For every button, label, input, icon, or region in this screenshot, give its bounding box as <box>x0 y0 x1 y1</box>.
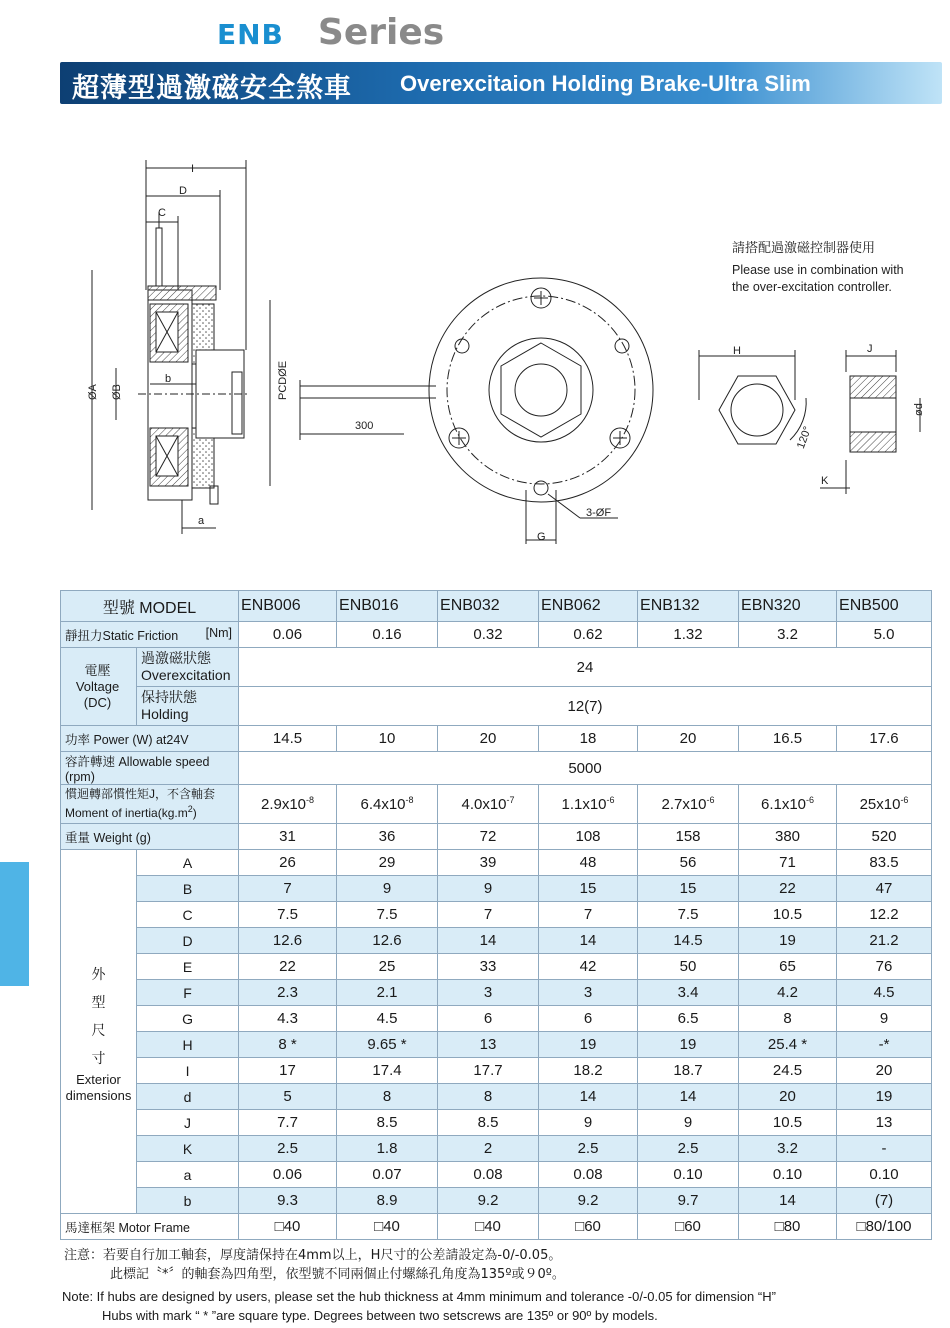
value-cell: 1.32 <box>638 622 739 648</box>
value-cell: 0.32 <box>438 622 539 648</box>
value-cell: 31 <box>239 824 337 850</box>
inertia-cell <box>438 785 539 824</box>
overexcitation-zh: 過激磁狀態 <box>141 650 211 666</box>
inertia-base: 2.9x10 <box>260 796 307 813</box>
dimension-value: 2.5 <box>638 1136 739 1162</box>
value-cell: 72 <box>438 824 539 850</box>
dimension-value: 7 <box>239 876 337 902</box>
dim-label-D: D <box>179 185 187 197</box>
dim-label-F: 3-ØF <box>586 507 612 519</box>
speed-label: 容許轉速 Allowable speed (rpm) <box>61 752 239 785</box>
dimension-value: 6.5 <box>638 1006 739 1032</box>
value-cell: 3.2 <box>739 622 837 648</box>
dimension-name: D <box>137 928 239 954</box>
inertia-cell <box>638 785 739 824</box>
power-row <box>61 726 932 752</box>
inertia-base: 6.4x10 <box>360 796 406 813</box>
dimension-value: 0.10 <box>638 1162 739 1188</box>
dimension-value: 47 <box>837 876 932 902</box>
dim-label-I: I <box>191 163 195 175</box>
dimension-value: 6 <box>438 1006 539 1032</box>
dimension-value: 3.2 <box>739 1136 837 1162</box>
inertia-label-en: Moment of inertia(kg.m <box>65 806 188 820</box>
dimension-value: 76 <box>837 954 932 980</box>
dimension-value: 0.08 <box>438 1162 539 1188</box>
inertia-exp: -7 <box>506 795 515 805</box>
spec-table <box>60 590 932 1240</box>
hub-views <box>699 350 920 494</box>
static-friction-label <box>61 622 239 648</box>
static-friction-unit: [Nm] <box>205 625 233 640</box>
dimension-value: 2.3 <box>239 980 337 1006</box>
dimension-value: 9.2 <box>539 1188 638 1214</box>
dimension-value: 56 <box>638 850 739 876</box>
dim-label-PCD: PCDØE <box>277 360 289 400</box>
dimension-value: 33 <box>438 954 539 980</box>
value-cell: □80/100 <box>837 1214 932 1240</box>
dimension-value: 13 <box>438 1032 539 1058</box>
dim-label-J: J <box>867 343 873 355</box>
dim-label-angle: 120° <box>794 424 815 451</box>
dimension-value: 2 <box>438 1136 539 1162</box>
dimension-row <box>61 1006 932 1032</box>
dimension-row <box>61 1162 932 1188</box>
inertia-exp: -8 <box>405 795 414 805</box>
front-view <box>300 278 653 544</box>
dimension-value: 8 <box>438 1084 539 1110</box>
exterior-label-char: 型 <box>91 993 106 1010</box>
dimension-row <box>61 902 932 928</box>
dim-label-d: ød <box>913 403 925 416</box>
value-cell: □40 <box>337 1214 438 1240</box>
dimension-value: 19 <box>837 1084 932 1110</box>
inertia-label-close: ) <box>192 806 197 820</box>
dimension-value: 10.5 <box>739 902 837 928</box>
inertia-base: 1.1x10 <box>561 796 607 813</box>
dimension-row <box>61 1032 932 1058</box>
controller-note-en <box>732 262 904 296</box>
technical-drawing <box>0 120 950 560</box>
inertia-base: 6.1x10 <box>760 796 807 813</box>
weight-row <box>61 824 932 850</box>
dimension-row <box>61 1084 932 1110</box>
static-friction-text: 靜扭力Static Friction <box>65 628 179 643</box>
exterior-dimensions-body <box>61 850 932 1214</box>
exterior-label-en: dimensions <box>65 1087 132 1103</box>
dimension-value: 12.2 <box>837 902 932 928</box>
value-cell: 0.62 <box>539 622 638 648</box>
dimension-value: 42 <box>539 954 638 980</box>
inertia-cell <box>739 785 837 824</box>
dimension-name: d <box>137 1084 239 1110</box>
controller-note-en-line1: Please use in combination with <box>732 263 904 277</box>
inertia-exp: -6 <box>900 795 909 805</box>
dimension-value: 29 <box>337 850 438 876</box>
dimension-value: 7.5 <box>239 902 337 928</box>
exterior-label-char: 外 <box>91 965 106 982</box>
dimension-value: 8 <box>337 1084 438 1110</box>
inertia-base: 25x10 <box>859 796 901 813</box>
dimension-value: 14 <box>539 928 638 954</box>
dimension-value: 3.4 <box>638 980 739 1006</box>
dimension-value: 2.5 <box>239 1136 337 1162</box>
inertia-cell <box>337 785 438 824</box>
dimension-value: 14 <box>438 928 539 954</box>
value-cell: 380 <box>739 824 837 850</box>
dimension-value: 7.7 <box>239 1110 337 1136</box>
value-cell: □40 <box>239 1214 337 1240</box>
dimension-value: 50 <box>638 954 739 980</box>
controller-note-zh: 請搭配過激磁控制器使用 <box>732 241 876 256</box>
value-cell: 520 <box>837 824 932 850</box>
exterior-label-en: Exterior <box>76 1071 121 1087</box>
dim-label-C: C <box>158 207 166 219</box>
model-cell: ENB062 <box>539 591 638 622</box>
overexcitation-en: Overexcitation <box>141 667 231 683</box>
motor-frame-label: 馬達框架 Motor Frame <box>61 1214 239 1240</box>
model-cell: ENB016 <box>337 591 438 622</box>
dimension-value: -* <box>837 1032 932 1058</box>
dimension-value: 9.65 * <box>337 1032 438 1058</box>
value-cell: 36 <box>337 824 438 850</box>
dimension-value: 13 <box>837 1110 932 1136</box>
dimension-row <box>61 928 932 954</box>
note-en-line2: Hubs with mark “ * ”are square type. Degrees between two setscrews are 135º or 90º by models. <box>102 1308 658 1323</box>
static-friction-row <box>61 622 932 648</box>
dimension-value: 21.2 <box>837 928 932 954</box>
value-cell: 20 <box>438 726 539 752</box>
dimension-value: 4.3 <box>239 1006 337 1032</box>
dimension-name: F <box>137 980 239 1006</box>
dimension-value: 14 <box>638 1084 739 1110</box>
dimension-value: 7 <box>539 902 638 928</box>
dimension-value: 8.5 <box>337 1110 438 1136</box>
dim-label-A: ØA <box>87 384 99 400</box>
dim-label-G: G <box>537 531 546 543</box>
dimension-value: 22 <box>739 876 837 902</box>
dimension-row <box>61 1188 932 1214</box>
title-banner <box>60 62 942 104</box>
holding-label <box>137 687 239 726</box>
dimension-value: 19 <box>638 1032 739 1058</box>
dimension-row <box>61 1136 932 1162</box>
value-cell: 0.16 <box>337 622 438 648</box>
value-cell: 20 <box>638 726 739 752</box>
dimension-value: 20 <box>739 1084 837 1110</box>
notes-zh <box>64 1246 565 1284</box>
dimension-value: 20 <box>837 1058 932 1084</box>
dimension-value: 7.5 <box>638 902 739 928</box>
model-cell: EBN320 <box>739 591 837 622</box>
value-cell: □60 <box>539 1214 638 1240</box>
value-cell: 10 <box>337 726 438 752</box>
overexcitation-value: 24 <box>239 648 932 687</box>
voltage-label-zh: 電壓 <box>84 662 111 678</box>
inertia-exp: -6 <box>806 795 815 805</box>
value-cell: 158 <box>638 824 739 850</box>
dim-label-b: b <box>165 373 172 385</box>
dimension-value: 3 <box>438 980 539 1006</box>
dimension-value: 48 <box>539 850 638 876</box>
dimension-value: 7 <box>438 902 539 928</box>
series-code: ENB <box>217 18 284 51</box>
value-cell: 0.06 <box>239 622 337 648</box>
dimension-value: 2.5 <box>539 1136 638 1162</box>
model-label: 型號 MODEL <box>61 591 239 622</box>
inertia-label-zh: 慣迴轉部慣性矩J，不含軸套 <box>65 787 216 801</box>
dimension-name: B <box>137 876 239 902</box>
dimension-row <box>61 1110 932 1136</box>
dimension-value: 9 <box>337 876 438 902</box>
dimension-name: C <box>137 902 239 928</box>
dim-label-a: a <box>198 515 205 527</box>
dim-label-H: H <box>733 345 741 357</box>
dimension-value: 39 <box>438 850 539 876</box>
dimension-value: 24.5 <box>739 1058 837 1084</box>
dim-label-lead: 300 <box>355 420 374 432</box>
dimension-row <box>61 1058 932 1084</box>
weight-label: 重量 Weight (g) <box>61 824 239 850</box>
dimension-value: 2.1 <box>337 980 438 1006</box>
series-heading <box>217 12 444 53</box>
controller-note-en-line2: the over-excitation controller. <box>732 280 892 294</box>
dimension-value: 17.7 <box>438 1058 539 1084</box>
dimension-value: 15 <box>638 876 739 902</box>
inertia-exp: -6 <box>606 795 615 805</box>
voltage-label <box>61 648 137 726</box>
note-zh-line2: 此標記〝*〞的軸套為四角型，依型號不同兩個止付螺絲孔角度為135º或９0º。 <box>110 1267 565 1282</box>
dimension-name: K <box>137 1136 239 1162</box>
dimension-name: H <box>137 1032 239 1058</box>
exterior-label-char: 尺 <box>91 1021 106 1038</box>
voltage-over-row <box>61 648 932 687</box>
value-cell: 16.5 <box>739 726 837 752</box>
series-word: Series <box>317 12 445 53</box>
dimension-value: 17.4 <box>337 1058 438 1084</box>
dimension-value: 7.5 <box>337 902 438 928</box>
dimension-value: 9 <box>638 1110 739 1136</box>
dimension-value: 22 <box>239 954 337 980</box>
dimension-row <box>61 850 932 876</box>
model-cell: ENB500 <box>837 591 932 622</box>
dimension-value: 10.5 <box>739 1110 837 1136</box>
model-cell: ENB032 <box>438 591 539 622</box>
dimension-value: 4.5 <box>337 1006 438 1032</box>
dimension-value: 14 <box>739 1188 837 1214</box>
dimension-value: 9 <box>539 1110 638 1136</box>
value-cell: □40 <box>438 1214 539 1240</box>
value-cell: 108 <box>539 824 638 850</box>
dimension-name: G <box>137 1006 239 1032</box>
inertia-cell <box>239 785 337 824</box>
inertia-row <box>61 785 932 824</box>
inertia-label-sup: 2 <box>187 804 193 814</box>
exterior-dimensions-label <box>61 850 137 1214</box>
value-cell: □60 <box>638 1214 739 1240</box>
value-cell: 5.0 <box>837 622 932 648</box>
dimension-row <box>61 876 932 902</box>
dimension-value: 5 <box>239 1084 337 1110</box>
dimension-value: 19 <box>539 1032 638 1058</box>
dimension-value: 14 <box>539 1084 638 1110</box>
model-cell: ENB132 <box>638 591 739 622</box>
dimension-value: 1.8 <box>337 1136 438 1162</box>
dim-label-K: K <box>821 475 829 487</box>
dimension-value: 19 <box>739 928 837 954</box>
inertia-base: 2.7x10 <box>661 796 707 813</box>
inertia-exp: -8 <box>306 795 315 805</box>
dimension-row <box>61 980 932 1006</box>
dimension-value: - <box>837 1136 932 1162</box>
value-cell: 14.5 <box>239 726 337 752</box>
dimension-value: 4.2 <box>739 980 837 1006</box>
dimension-value: 8 <box>739 1006 837 1032</box>
dimension-value: 18.7 <box>638 1058 739 1084</box>
inertia-cell <box>539 785 638 824</box>
overexcitation-label <box>137 648 239 687</box>
dimension-value: 8.5 <box>438 1110 539 1136</box>
voltage-label-unit: (DC) <box>83 694 112 710</box>
notes-en <box>62 1287 776 1325</box>
dimension-name: b <box>137 1188 239 1214</box>
dimension-value: 9.7 <box>638 1188 739 1214</box>
dimension-value: 71 <box>739 850 837 876</box>
dimension-name: J <box>137 1110 239 1136</box>
dimension-value: 0.10 <box>837 1162 932 1188</box>
inertia-cell <box>837 785 932 824</box>
dimension-value: 25 <box>337 954 438 980</box>
holding-zh: 保持狀態 <box>141 689 197 705</box>
dimension-value: 17 <box>239 1058 337 1084</box>
value-cell: □80 <box>739 1214 837 1240</box>
model-cell: ENB006 <box>239 591 337 622</box>
dimension-value: 9.3 <box>239 1188 337 1214</box>
dimension-value: 9.2 <box>438 1188 539 1214</box>
dimension-row <box>61 954 932 980</box>
voltage-label-en: Voltage <box>75 678 120 694</box>
power-label: 功率 Power (W) at24V <box>61 726 239 752</box>
speed-value: 5000 <box>239 752 932 785</box>
dimension-value: 18.2 <box>539 1058 638 1084</box>
voltage-hold-row <box>61 687 932 726</box>
dimension-value: 15 <box>539 876 638 902</box>
inertia-exp: -6 <box>706 795 715 805</box>
dimension-value: 8 * <box>239 1032 337 1058</box>
holding-value: 12(7) <box>239 687 932 726</box>
inertia-label <box>61 785 239 824</box>
dimension-value: 83.5 <box>837 850 932 876</box>
model-row <box>61 591 932 622</box>
note-zh-line1: 注意：若要自行加工軸套，厚度請保持在4mm以上，H尺寸的公差請設定為-0/-0.05。 <box>64 1248 562 1263</box>
dimension-value: 9 <box>837 1006 932 1032</box>
side-section-view <box>92 160 270 534</box>
dimension-value: 12.6 <box>239 928 337 954</box>
title-en: Overexcitaion Holding Brake-Ultra Slim <box>400 71 811 96</box>
dimension-value: 25.4 * <box>739 1032 837 1058</box>
holding-en: Holding <box>141 706 189 722</box>
dimension-name: A <box>137 850 239 876</box>
value-cell: 17.6 <box>837 726 932 752</box>
dimension-name: a <box>137 1162 239 1188</box>
value-cell: 18 <box>539 726 638 752</box>
dimension-value: 12.6 <box>337 928 438 954</box>
dimension-value: 3 <box>539 980 638 1006</box>
note-en-line1: Note: If hubs are designed by users, please set the hub thickness at 4mm minimum and tolerance -0/-0.05 for dimension “H” <box>62 1289 776 1304</box>
dimension-value: 14.5 <box>638 928 739 954</box>
exterior-label-char: 寸 <box>91 1049 106 1066</box>
dimension-value: 0.08 <box>539 1162 638 1188</box>
dim-label-B: ØB <box>111 384 123 400</box>
dimension-value: 0.10 <box>739 1162 837 1188</box>
dimension-name: E <box>137 954 239 980</box>
speed-row <box>61 752 932 785</box>
dimension-value: 9 <box>438 876 539 902</box>
dimension-value: 0.07 <box>337 1162 438 1188</box>
title-zh: 超薄型過激磁安全煞車 <box>72 73 352 104</box>
side-tab-marker <box>0 862 29 986</box>
inertia-base: 4.0x10 <box>461 796 507 813</box>
dimension-name: I <box>137 1058 239 1084</box>
dimension-value: 4.5 <box>837 980 932 1006</box>
dimension-value: (7) <box>837 1188 932 1214</box>
motor-frame-row <box>61 1214 932 1240</box>
dimension-value: 65 <box>739 954 837 980</box>
dimension-value: 6 <box>539 1006 638 1032</box>
dimension-value: 0.06 <box>239 1162 337 1188</box>
dimension-value: 8.9 <box>337 1188 438 1214</box>
dimension-value: 26 <box>239 850 337 876</box>
